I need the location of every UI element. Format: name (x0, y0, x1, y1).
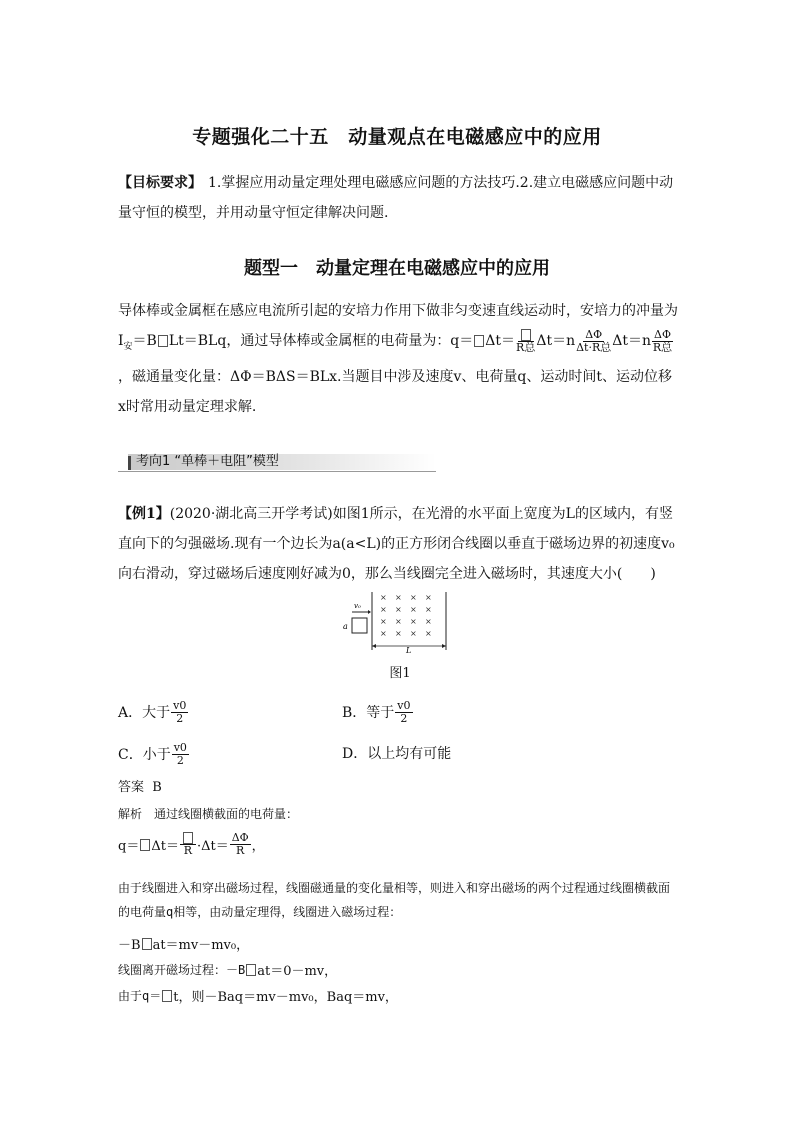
emf-symbol-icon (521, 329, 531, 341)
square-coil (352, 618, 367, 633)
goal-text: 1.掌握应用动量定理处理电磁感应问题的方法技巧.2.建立电磁感应问题中动量守恒的模型，并用动量守恒定律解决问题. (118, 175, 674, 221)
svg-text:×: × (395, 605, 402, 614)
intro-paragraph (118, 296, 678, 422)
section-heading: 题型一 动量定理在电磁感应中的应用 (244, 258, 550, 279)
intro-seg-e: Δt＝n (612, 333, 652, 349)
velocity-label: v₀ (354, 602, 361, 610)
svg-text:×: × (410, 629, 417, 638)
intro-seg-d: Δt＝n (536, 333, 576, 349)
analysis-leave-line: 线圈离开磁场过程：－B at＝0－mv， (118, 963, 338, 979)
current-symbol-icon (246, 964, 256, 976)
analysis-last-line: 由于q＝ t，则－Baq＝mv－mv₀，Baq＝mv， (118, 989, 398, 1005)
svg-text:×: × (380, 605, 387, 614)
svg-text:×: × (380, 617, 387, 626)
emf-symbol-icon (183, 832, 193, 844)
svg-text:×: × (395, 593, 402, 602)
current-symbol-icon (158, 335, 168, 347)
svg-text:×: × (380, 593, 387, 602)
subsection-bar (118, 452, 436, 474)
analysis-label: 解析 通过线圈横截面的电荷量： (118, 807, 299, 821)
option-c-label: C．小于 (118, 746, 171, 763)
frac2-num: ΔΦ (585, 327, 603, 341)
current-symbol-icon (140, 839, 150, 851)
intro-seg-f: ，磁通量变化量：ΔΦ＝BΔS＝BLx.当题目中涉及速度v、电荷量q、运动时间t、运动位移x时常用动量定理求解. (118, 368, 673, 415)
svg-text:×: × (395, 617, 402, 626)
frac3-den: R总 (652, 340, 673, 354)
example-text: (2020·湖北高三开学考试)如图1所示，在光滑的水平面上宽度为L的区域内，有竖直向下的匀强磁场.现有一个边长为a(a<L)的正方形闭合线圈以垂直于磁场边界的初速度v₀向右滑动，穿过磁场后速度刚好减为0，那么当线圈完全进入磁场时，其速度大小( ) (118, 506, 675, 582)
intro-line1: 导体棒或金属框在感应电流所引起的安培力作用下做非匀变速直线运动时，安培力的冲量为I (118, 303, 678, 349)
option-b-label: B．等于 (342, 704, 395, 721)
fraction-dphi-over-r (652, 329, 673, 354)
option-a[interactable] (118, 700, 189, 725)
frac1-den: R总 (516, 340, 536, 354)
option-c[interactable] (118, 742, 190, 767)
frac2-den: Δt·R总 (576, 340, 612, 354)
subsection-marker-icon (128, 456, 131, 470)
figure-1-diagram (340, 592, 460, 656)
magnetic-field-crosses (380, 593, 432, 638)
page-title: 专题强化二十五 动量观点在电磁感应中的应用 (192, 126, 602, 148)
option-a-label: A．大于 (118, 704, 171, 721)
goal-paragraph (118, 168, 678, 228)
frac3-num: ΔΦ (654, 327, 671, 341)
current-symbol-icon (474, 335, 484, 347)
intro-subscript: 安 (123, 341, 133, 352)
current-symbol-icon (162, 990, 172, 1002)
answer-line (118, 776, 162, 795)
intro-seg-a: ＝B (132, 333, 157, 349)
svg-text:×: × (410, 593, 417, 602)
option-b[interactable] (342, 700, 414, 725)
option-d-label: D．以上均有可能 (342, 746, 452, 762)
answer-label: 答案 (118, 780, 145, 795)
option-b-fraction: $\frac{v0}{2}$ (397, 699, 411, 725)
goal-tag: 【目标要求】 (118, 175, 202, 191)
analysis-equation-2: －B at＝mv－mv₀， (118, 938, 250, 953)
analysis-equation-1: q＝ Δt＝ R ·Δt＝ $\frac{\Delta\Phi}{R}$ ， (118, 831, 265, 857)
svg-text:×: × (380, 629, 387, 638)
fraction-emf-over-r (516, 329, 535, 354)
intro-seg-b: Lt＝BLq，通过导体棒或金属框的电荷量为：q＝ (168, 333, 474, 349)
answer-value: B (152, 780, 162, 795)
option-d[interactable] (342, 744, 451, 764)
eq1-fraction-1: R (180, 832, 196, 857)
example-tag: 【例1】 (118, 506, 170, 522)
fraction-dphi-over-dtr (576, 329, 611, 354)
svg-text:×: × (410, 617, 417, 626)
svg-text:×: × (425, 593, 432, 602)
eq1-fraction-2: $\frac{\Delta\Phi}{R}$ (231, 831, 249, 857)
intro-seg-c: Δt＝ (485, 333, 516, 349)
analysis-paragraph-2: 由于线圈进入和穿出磁场过程，线圈磁通量的变化量相等，则进入和穿出磁场的两个过程通过线圈横截面的电荷量q相等，由动量定理得，线圈进入磁场过程： (118, 881, 671, 919)
option-a-fraction: $\frac{v0}{2}$ (173, 699, 187, 725)
side-length-label: a (343, 622, 348, 631)
subsection-label: 考向1 “单棒＋电阻”模型 (136, 454, 279, 469)
svg-text:×: × (425, 605, 432, 614)
option-c-fraction: $\frac{v0}{2}$ (173, 741, 187, 767)
example-paragraph (118, 499, 678, 589)
svg-text:×: × (395, 629, 402, 638)
svg-text:×: × (425, 629, 432, 638)
current-symbol-icon (142, 938, 152, 950)
svg-text:×: × (425, 617, 432, 626)
width-label: L (406, 646, 412, 655)
svg-text:×: × (410, 605, 417, 614)
figure-caption: 图1 (389, 666, 411, 681)
